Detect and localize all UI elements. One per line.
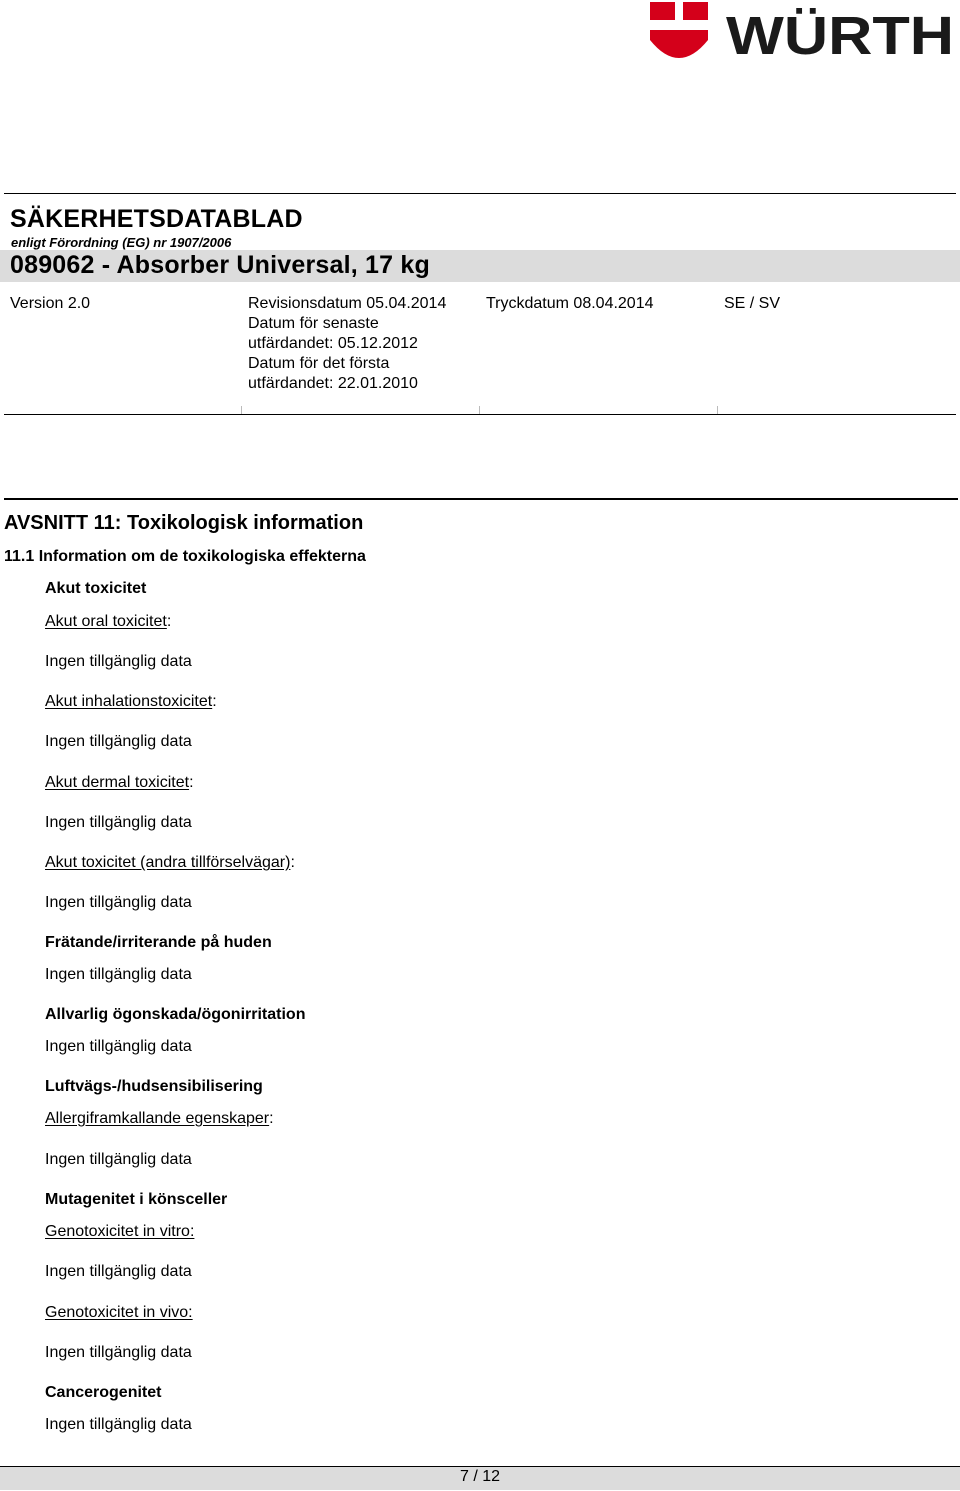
document-title: SÄKERHETSDATABLAD (10, 205, 303, 233)
regulation-subtitle: enligt Förordning (EG) nr 1907/2006 (11, 235, 232, 250)
locale: SE / SV (724, 295, 781, 312)
subheading-other-routes: Akut toxicitet (andra tillförselvägar): (45, 854, 295, 871)
section-title: AVSNITT 11: Toxikologisk information (4, 512, 364, 534)
value-carcinogenicity: Ingen tillgänglig data (45, 1416, 192, 1433)
value-inhalation: Ingen tillgänglig data (45, 733, 192, 750)
revision-block (248, 294, 446, 394)
subheading-in-vivo: Genotoxicitet in vivo: (45, 1304, 193, 1321)
heading-acute-toxicity: Akut toxicitet (45, 580, 147, 597)
heading-mutagenicity: Mutagenitet i könsceller (45, 1191, 228, 1208)
section-rule (4, 498, 958, 500)
heading-skin-irritation: Frätande/irriterande på huden (45, 934, 272, 951)
version: Version 2.0 (10, 295, 91, 312)
heading-eye-damage: Allvarlig ögonskada/ögonirritation (45, 1006, 306, 1023)
value-dermal: Ingen tillgänglig data (45, 814, 192, 831)
column-divider (717, 406, 718, 414)
revision-date: Revisionsdatum 05.04.2014 (248, 295, 447, 312)
subheading-allergenic: Allergiframkallande egenskaper: (45, 1110, 274, 1127)
subsection-title: 11.1 Information om de toxikologiska effekterna (4, 548, 366, 565)
last-issue-label: Datum för senaste (248, 315, 379, 332)
value-eye-damage: Ingen tillgänglig data (45, 1038, 192, 1055)
column-divider (479, 406, 480, 414)
header-top-rule (4, 193, 956, 194)
subheading-dermal: Akut dermal toxicitet: (45, 774, 194, 791)
value-oral: Ingen tillgänglig data (45, 653, 192, 670)
first-issue-value: utfärdandet: 22.01.2010 (248, 375, 418, 392)
product-name: 089062 - Absorber Universal, 17 kg (10, 251, 430, 279)
logo-wordmark: WÜRTH (726, 6, 954, 66)
heading-sensitisation: Luftvägs-/hudsensibilisering (45, 1078, 263, 1095)
value-in-vivo: Ingen tillgänglig data (45, 1344, 192, 1361)
subheading-in-vitro: Genotoxicitet in vitro: (45, 1223, 195, 1240)
value-allergenic: Ingen tillgänglig data (45, 1151, 192, 1168)
value-in-vitro: Ingen tillgänglig data (45, 1263, 192, 1280)
value-other-routes: Ingen tillgänglig data (45, 894, 192, 911)
first-issue-label: Datum för det första (248, 355, 390, 372)
last-issue-value: utfärdandet: 05.12.2012 (248, 335, 418, 352)
subheading-oral: Akut oral toxicitet: (45, 613, 172, 630)
wurth-logo (648, 0, 958, 68)
heading-carcinogenicity: Cancerogenitet (45, 1384, 162, 1401)
subheading-inhalation: Akut inhalationstoxicitet: (45, 693, 217, 710)
value-skin-irritation: Ingen tillgänglig data (45, 966, 192, 983)
column-divider (241, 406, 242, 414)
print-date: Tryckdatum 08.04.2014 (486, 295, 654, 312)
page-number: 7 / 12 (459, 1468, 501, 1485)
header-bottom-rule (4, 414, 956, 415)
